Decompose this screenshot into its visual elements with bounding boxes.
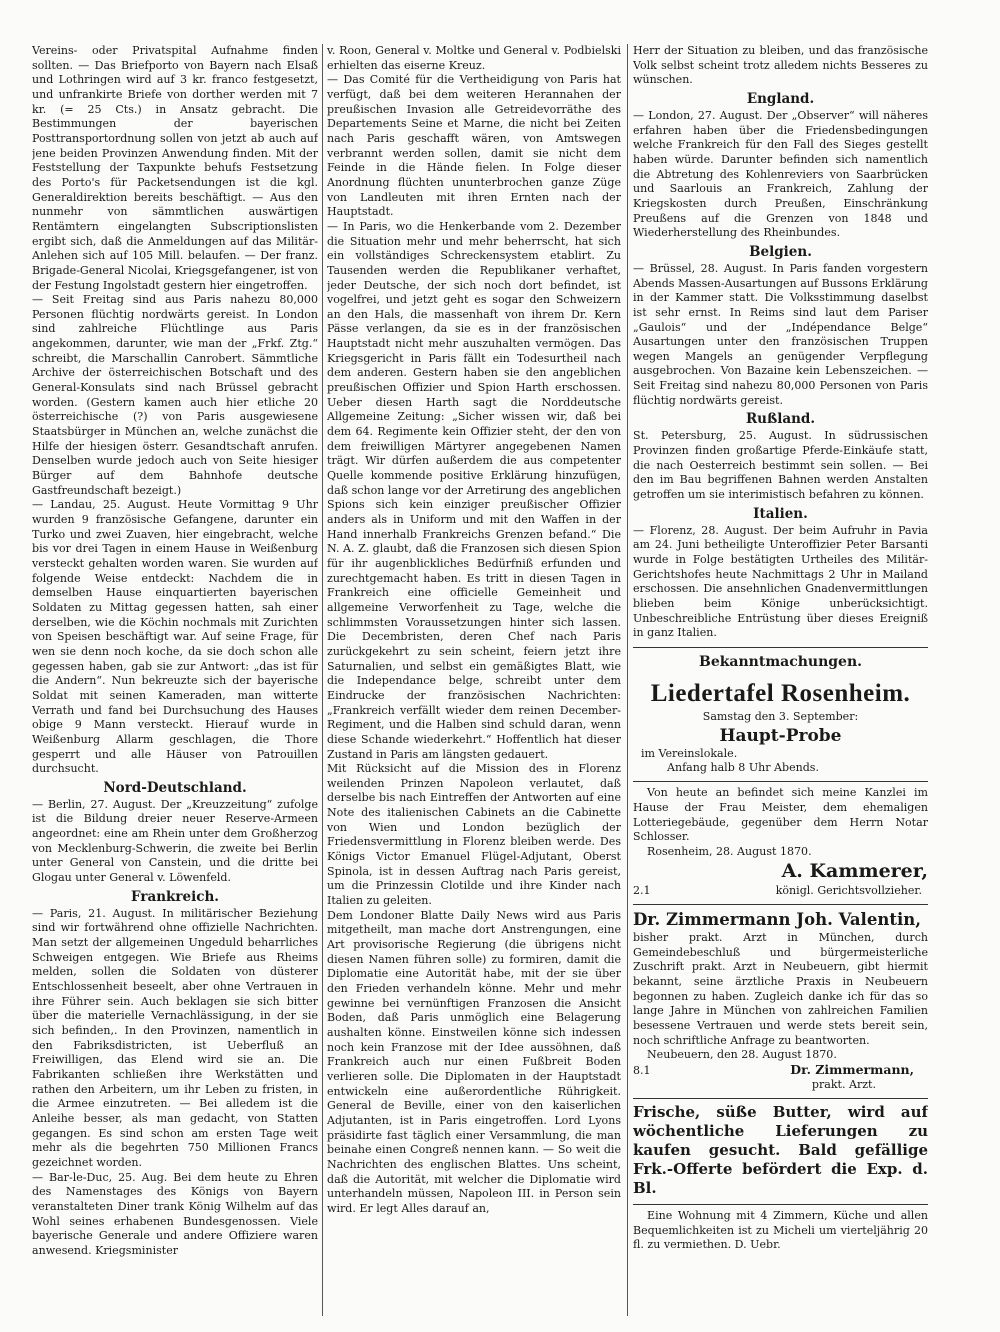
divider [633,781,928,782]
article-text: — Seit Freitag sind aus Paris nahezu 80,000 Personen flüchtig nordwärts gereist. In London sind zahlreiche Flüchtlinge aus Paris angekommen, darunter, wie man der „Frkf. Ztg.“ schreibt, die Marschallin Canrobert. Sämmtliche Archive der österreichischen Botschaft und des General-Konsulats sind nach Brüssel gebracht worden. (Gestern kamen auch hier etliche 20 österreichische (?) von Paris ausgewiesene Staatsbürger in München an, welche zunächst die Hilfe der hiesigen österr. Gesandtschaft anrufen. Denselben wurde jedoch auch von Seite hiesiger Bürger auf dem Bahnhofe deutsche Gastfreundschaft bezeigt.) [32,293,318,497]
ad-zimmermann [633,909,928,1092]
ad-dateline: Neubeuern, den 28. August 1870. [647,1048,837,1062]
ad-place: im Vereinslokale. [641,746,738,760]
ad-mark: 2.1 [633,883,651,897]
ad-footer [633,883,928,898]
article-text: — Berlin, 27. August. Der „Kreuzzeitung“ zufolge ist die Bildung dreier neuer Reserve-Armeen angeordnet: eine am Rhein unter dem Großherzog von Mecklenburg-Schwerin, die zweite bei Berlin unter General von Canstein, und die dritte bei Glogau unter General v. Löwenfeld. [32,797,318,885]
section-heading: Italien. [753,505,808,522]
announcements-heading: Bekanntmachungen. [698,653,863,670]
ad-liedertafel [633,678,928,775]
article-text: — Landau, 25. August. Heute Vormittag 9 Uhr wurden 9 französische Gefangene, darunter ein Turko und zwei Zuaven, hier eingebracht, welche bis vor drei Tagen in einem Hause in Weißenburg versteckt gehalten worden waren. Sie wurden auf folgende Weise entdeckt: Nachdem die in demselben Hause einquartierten bayerischen Soldaten zu Mittag gegessen hatten, sah einer derselben, wie die Köchin nochmals mit Zurichten von Speisen beschäftigt war. Auf seine Frage, für wen sie denn noch koche, da sie doch schon alle gegessen haben, gab sie zur Antwort: „das ist für die Andern“. Nun bekreuzte sich der bayerische Soldat mit seinen Kameraden, man witterte Verrath und fand bei Durchsuchung des Hauses obige 9 Mann versteckt. Hierauf wurde in Weißenburg Allarm geschlagen, die Thore gesperrt und alle Häuser von Patrouillen durchsucht. [32,498,318,776]
section-heading: Nord-Deutschland. [103,779,247,796]
ad-date: Samstag den 3. September: [702,709,859,723]
ad-text: Von heute an befindet sich meine Kanzlei im Hause der Frau Meister, dem ehemaligen Lotteriegebäude, gegenüber dem Herrn Notar Schlosser. [633,786,928,844]
ad-text: bisher prakt. Arzt in München, durch Gemeindebeschluß und bürgermeisterliche Zuschrift prakt. Arzt in Neubeuern, gibt hiermit bekannt, seine ärztliche Praxis in Neubeuern begonnen zu haben. Zugleich danke ich für das so lange Jahre in München von zahlreichen Familien besessene Vertrauen und werde stets bereit sein, noch schriftliche Anfrage zu beantworten. [633,930,928,1047]
article-text: St. Petersburg, 25. August. In südrussischen Provinzen finden großartige Pferde-Einkäufe statt, die nach Oesterreich bestimmt sein sollen. — Bei den im Bau begriffenen Bahnen werden Anstalten getroffen um sie interimistisch befahren zu können. [633,429,928,502]
ad-kammerer [633,786,928,898]
ad-text: Frische, süße Butter, wird auf wöchentliche Lieferungen zu kaufen gesucht. Bald gefällige Frk.-Offerte befördert die Exp. d. Bl. [633,1103,928,1198]
ad-footer [633,1062,928,1078]
section-heading: Rußland. [745,411,816,428]
section-heading: Frankreich. [131,888,219,905]
section-heading: Belgien. [749,243,812,260]
ad-text: Eine Wohnung mit 4 Zimmern, Küche und allen Bequemlichkeiten ist zu Micheli um vierteljährig 20 fl. zu vermiethen. D. Uebr. [633,1209,928,1252]
divider [633,904,928,905]
column-middle [327,44,621,1314]
ad-dateline: Rosenheim, 28. August 1870. [647,844,812,858]
article-text: — Florenz, 28. August. Der beim Aufruhr in Pavia am 24. Juni betheiligte Unteroffizier Peter Barsanti wurde in Folge bestätigten Urtheiles des Militär-Gerichtshofes heute Nachmittags 2 Uhr in Mailand erschossen. Die ansehnlichen Gnadenvermittlungen blieben beim Könige unberücksichtigt. Unbeschreibliche Entrüstung über dieses Ereigniß in ganz Italien. [633,523,928,640]
divider [633,1098,928,1099]
ad-title: Liedertafel Rosenheim. [650,679,911,707]
ad-butter [633,1103,928,1198]
ad-signature: Dr. Zimmermann, [790,1062,914,1078]
ad-role: prakt. Arzt. [811,1078,876,1092]
article-text: v. Roon, General v. Moltke und General v. Podbielski erhielten das eiserne Kreuz. [327,44,621,72]
article-text: Mit Rücksicht auf die Mission des in Florenz weilenden Prinzen Napoleon verlautet, daß derselbe bis nach Eintreffen der Antworten auf eine Note des italienischen Cabinets an die Cabinette von Wien und London bezüglich der Friedensvermittlung in Florenz bleiben werde. Des Königs Victor Emanuel Flügel-Adjutant, Oberst Spinola, ist in dessen Auftrag nach Paris gereist, um die Prinzessin Clotilde und ihre Kinder nach Italien zu geleiten. [327,762,621,908]
article-text: Vereins- oder Privatspital Aufnahme finden sollten. — Das Briefporto von Bayern nach Elsaß und Lothringen wird auf 3 kr. franco festgesetzt, und unfrankirte Briefe von dorther werden mit 7 kr. (= 25 Cts.) in Ansatz gebracht. Die Bestimmungen der bayerischen Posttransportordnung sollen von jetzt ab auch auf jene beiden Provinzen Anwendung finden. Mit der Feststellung der Taxpunkte behufs Festsetzung des Porto's für Packetsendungen ist die kgl. Generaldirektion bereits beschäftigt. — Aus den nunmehr von sämmtlichen auswärtigen Rentämtern eingelangten Subscriptionslisten ergibt sich, daß die Anmeldungen auf das Militär-Anlehen sich auf 105 Mill. belaufen. — Der franz. Brigade-General Nicolai, Kriegsgefangener, ist von der Festung Ingolstadt gestern hier eingetroffen. [32,44,318,292]
ad-mark: 8.1 [633,1064,651,1078]
ad-role: königl. Gerichtsvollzieher. [775,883,922,897]
ad-signature: A. Kammerer, [781,859,928,882]
article-text: — Das Comité für die Vertheidigung von Paris hat verfügt, daß bei dem weiteren Herannahen der preußischen Invasion alle Getreidevorräthe des Departements Seine et Marne, die nicht bei Zeiten nach Paris geschafft wären, von Amtswegen verbrannt werden sollen, damit sie nicht dem Feinde in die Hände fielen. In Folge dieser Anordnung flüchten ununterbrochen ganze Züge von Landleuten mit ihren Ernten nach der Hauptstadt. [327,73,621,219]
ad-title: Dr. Zimmermann Joh. Valentin, [633,909,921,929]
column-rule [322,44,323,1316]
ad-event: Haupt-Probe [719,725,842,746]
article-text: Dem Londoner Blatte Daily News wird aus Paris mitgetheilt, man mache dort Anstrengungen, eine Art provisorische Regierung (die übrigens nicht diesen Namen führen solle) zu formiren, damit die Diplomatie eine Autorität habe, mit der sie über den Frieden verhandeln könne. Mehr und mehr gewinne bei vernünftigen Franzosen die Ansicht Boden, daß Paris unmöglich eine Belagerung aushalten könne. Einstweilen könne sich indessen noch kein Franzose mit der Idee aussöhnen, daß Frankreich auch nur einen Fußbreit Boden verlieren solle. Die Diplomaten in der Hauptstadt entwickeln eine außerordentliche Rührigkeit. General de Beville, einer von den kaiserlichen Adjutanten, ist in Paris eingetroffen. Lord Lyons präsidirte fast täglich einer Versammlung, die man beinahe einen Congreß nennen kann. — So weit die Nachrichten des englischen Blattes. Uns scheint, daß die Autorität, mit welcher die Diplomatie wird unterhandeln müssen, Napoleon III. in Person sein wird. Er legt Alles darauf an, [327,908,621,1215]
column-left [32,44,318,1314]
divider [633,647,928,648]
article-text: — Brüssel, 28. August. In Paris fanden vorgestern Abends Massen-Ausartungen auf Bussons Erklärung in der Kammer statt. Die Volksstimmung daselbst ist sehr ernst. In Reims sind laut dem Pariser „Gaulois“ und der „Indépendance Belge“ Ausartungen unter den französischen Truppen wegen Mangels an genügender Verpflegung ausgebrochen. Von Bazaine kein Lebenszeichen. — Seit Freitag sind nahezu 80,000 Personen von Paris flüchtig nordwärts gereist. [633,261,928,407]
article-text: — In Paris, wo die Henkerbande vom 2. Dezember die Situation mehr und mehr beherrscht, hat sich ein vollständiges Schreckensystem etablirt. Zu Tausenden werden die Republikaner verhaftet, jeder Deutsche, der sich noch dort befindet, ist vogelfrei, und jetzt geht es sogar den Schweizern an den Hals, die massenhaft von ihrem Dr. Kern Pässe verlangen, da sie es in der französischen Hauptstadt nicht mehr auszuhalten vermögen. Das Kriegsgericht in Paris fällt ein Todesurtheil nach dem anderen. Gestern haben sie den angeblichen preußischen Offizier und Spion Harth erschossen. Ueber diesen Harth sagt die Norddeutsche Allgemeine Zeitung: „Sicher wissen wir, daß bei dem 64. Regimente kein Offizier steht, der den von dem freiwilligen Märtyrer angegebenen Namen trägt. Wir dürfen außerdem die aus competenter Quelle kommende positive Erklärung hinzufügen, daß schon lange vor der Arretirung des angeblichen Spions sich kein einziger preußischer Offizier anders als in Uniform und mit den Waffen in der Hand innerhalb Frankreichs Grenzen befand.“ Die N. A. Z. glaubt, daß die Franzosen sich diesen Spion für ihr augenblickliches Bedürfniß erfunden und zurechtgemacht haben. Es tritt in diesen Tagen in Frankreich eine officielle Gemeinheit und allgemeine Verworfenheit zu Tage, welche die schlimmsten Voraussetzungen hinter sich lassen. Die Decembristen, deren Chef nach Paris zurückgekehrt zu sein scheint, feiern jetzt ihre Saturnalien, und selbst ein gemäßigtes Blatt, wie die Independance belge, schreibt unter dem Eindrucke der französischen Nachrichten: „Frankreich verfällt wieder dem reinen December-Regiment, und die Halben sind schuld daran, wenn diese Schande wiederkehrt.“ Hoffentlich hat dieser Zustand in Paris am längsten gedauert. [327,219,621,761]
article-text: — Bar-le-Duc, 25. Aug. Bei dem heute zu Ehren des Namenstages des Königs von Bayern veranstalteten Diner trank König Wilhelm auf das Wohl seines erhabenen Bundesgenossen. Viele bayerische Generale und andere Offiziere waren anwesend. Kriegsminister [32,1170,318,1257]
article-text: — Paris, 21. August. In militärischer Beziehung sind wir fortwährend ohne offizielle Nachrichten. Man setzt der allgemeinen Ungeduld beharrliches Schweigen entgegen. Wie Briefe aus Rheims melden, sollen die Soldaten von düsterer Entschlossenheit beseelt, aber ohne Vertrauen in ihre Führer sein. Auch beklagen sie sich bitter über die materielle Vernachlässigung, in der sie sich befinden,. In den Provinzen, namentlich in den Fabriksdistricten, ist Ueberfluß an Freiwilligen, das Elend wird sie an. Die Fabrikanten schließen ihre Werkstätten und rathen den Arbeitern, um ihr Leben zu fristen, in die Armee einzutreten. — Bei alledem ist die Anleihe besser, als man gedacht, von Statten gegangen. Es sind schon am ersten Tage weit mehr als die begehrten 750 Millionen Francs gezeichnet worden. [32,906,318,1169]
column-rule [627,44,628,1316]
ad-wohnung [633,1209,928,1253]
section-heading: England. [746,90,815,107]
article-text: Herr der Situation zu bleiben, und das französische Volk selbst scheint trotz alledem nichts Besseres zu wünschen. [633,44,928,87]
column-right [633,44,928,1314]
ad-time: Anfang halb 8 Uhr Abends. [667,760,819,774]
article-text: — London, 27. August. Der „Observer“ will näheres erfahren haben über die Friedensbedingungen welche Frankreich für den Fall des Sieges gestellt haben würde. Darunter befinden sich namentlich die Abtretung des Kohlenreviers von Saarbrücken und Saarlouis an Frankreich, Zahlung der Kriegskosten durch Preußen, Einschränkung Preußens auf die Grenzen von 1848 und Wiederherstellung des Rheinbundes. [633,108,928,240]
divider [633,1204,928,1205]
